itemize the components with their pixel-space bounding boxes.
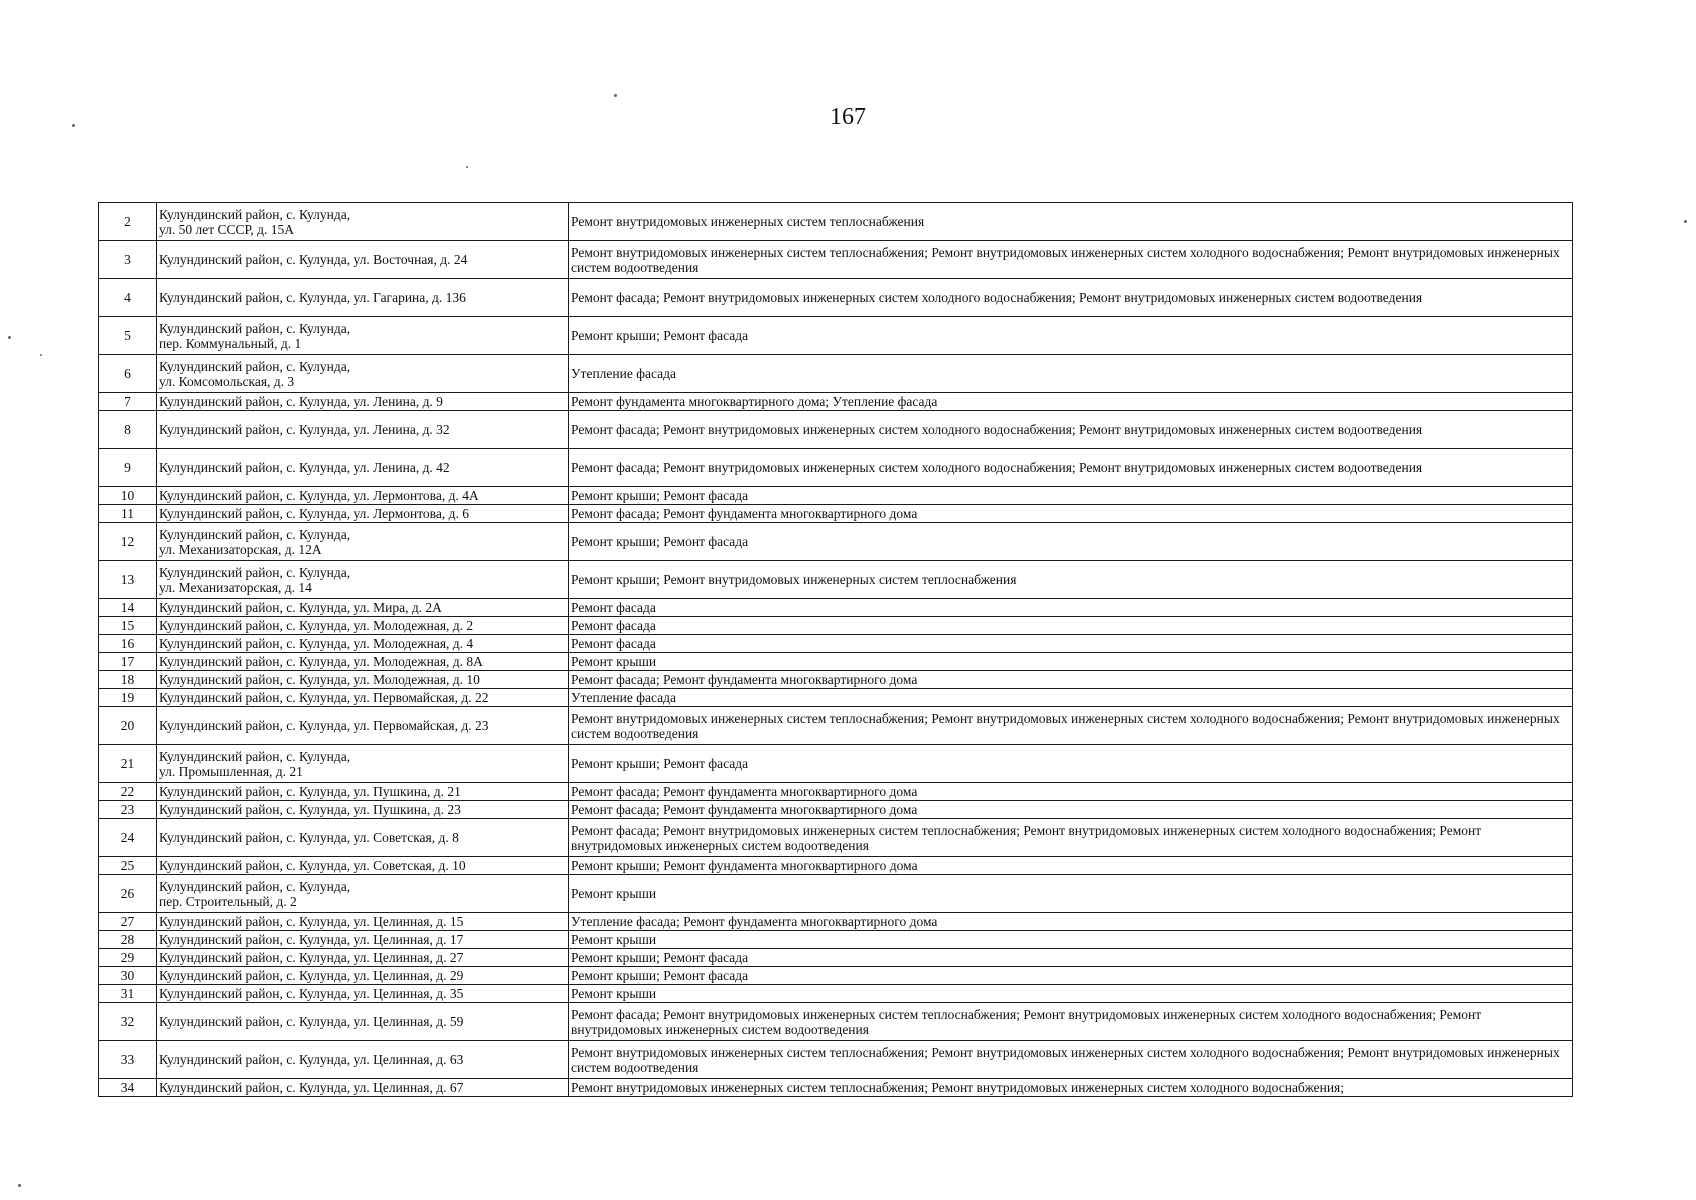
row-number-cell: 32 (99, 1003, 157, 1041)
table-row (99, 1041, 1573, 1079)
row-number-cell: 12 (99, 523, 157, 561)
row-number-cell: 34 (99, 1079, 157, 1097)
works-cell: Ремонт фасада; Ремонт внутридомовых инженерных систем холодного водоснабжения; Ремонт внутридомовых инженерных систем водоотведения (569, 411, 1573, 449)
address-cell: Кулундинский район, с. Кулунда, ул. Первомайская, д. 23 (157, 707, 569, 745)
address-cell: Кулундинский район, с. Кулунда, ул. Пушкина, д. 23 (157, 801, 569, 819)
row-number-cell: 6 (99, 355, 157, 393)
scan-speck (614, 94, 617, 97)
works-cell: Ремонт внутридомовых инженерных систем теплоснабжения; Ремонт внутридомовых инженерных систем холодного водоснабжения; (569, 1079, 1573, 1097)
table-row (99, 355, 1573, 393)
table-row (99, 745, 1573, 783)
row-number-cell: 28 (99, 931, 157, 949)
address-cell: Кулундинский район, с. Кулунда, ул. Механизаторская, д. 14 (157, 561, 569, 599)
works-cell: Ремонт фасада (569, 617, 1573, 635)
address-cell: Кулундинский район, с. Кулунда, ул. Восточная, д. 24 (157, 241, 569, 279)
row-number-cell: 3 (99, 241, 157, 279)
table-row (99, 393, 1573, 411)
address-cell: Кулундинский район, с. Кулунда, ул. Промышленная, д. 21 (157, 745, 569, 783)
row-number-cell: 5 (99, 317, 157, 355)
table-row (99, 411, 1573, 449)
table-row (99, 819, 1573, 857)
works-cell: Ремонт внутридомовых инженерных систем теплоснабжения; Ремонт внутридомовых инженерных систем холодного водоснабжения; Ремонт внутридомовых инженерных систем водоотведения (569, 707, 1573, 745)
row-number-cell: 24 (99, 819, 157, 857)
table-row (99, 653, 1573, 671)
address-cell: Кулундинский район, с. Кулунда, ул. Первомайская, д. 22 (157, 689, 569, 707)
row-number-cell: 19 (99, 689, 157, 707)
table-row (99, 523, 1573, 561)
works-cell: Ремонт крыши (569, 875, 1573, 913)
table-row (99, 561, 1573, 599)
address-cell: Кулундинский район, с. Кулунда, ул. Мира, д. 2А (157, 599, 569, 617)
works-cell: Ремонт фундамента многоквартирного дома; Утепление фасада (569, 393, 1573, 411)
row-number-cell: 10 (99, 487, 157, 505)
works-cell: Ремонт крыши; Ремонт фасада (569, 949, 1573, 967)
address-cell: Кулундинский район, с. Кулунда, пер. Коммунальный, д. 1 (157, 317, 569, 355)
row-number-cell: 30 (99, 967, 157, 985)
table-row (99, 617, 1573, 635)
works-cell: Утепление фасада (569, 355, 1573, 393)
works-cell: Ремонт фасада; Ремонт фундамента многоквартирного дома (569, 801, 1573, 819)
address-cell: Кулундинский район, с. Кулунда, ул. Советская, д. 8 (157, 819, 569, 857)
address-cell: Кулундинский район, с. Кулунда, ул. 50 лет СССР, д. 15А (157, 203, 569, 241)
row-number-cell: 8 (99, 411, 157, 449)
table-row (99, 875, 1573, 913)
works-cell: Ремонт внутридомовых инженерных систем теплоснабжения (569, 203, 1573, 241)
row-number-cell: 11 (99, 505, 157, 523)
works-cell: Ремонт крыши; Ремонт фасада (569, 967, 1573, 985)
table-row (99, 449, 1573, 487)
works-cell: Ремонт внутридомовых инженерных систем теплоснабжения; Ремонт внутридомовых инженерных систем холодного водоснабжения; Ремонт внутридомовых инженерных систем водоотведения (569, 241, 1573, 279)
address-cell: Кулундинский район, с. Кулунда, ул. Ленина, д. 32 (157, 411, 569, 449)
address-cell: Кулундинский район, с. Кулунда, ул. Целинная, д. 67 (157, 1079, 569, 1097)
row-number-cell: 20 (99, 707, 157, 745)
works-cell: Ремонт фасада (569, 635, 1573, 653)
table-row (99, 671, 1573, 689)
table-row (99, 1003, 1573, 1041)
works-cell: Ремонт крыши; Ремонт фундамента многоквартирного дома (569, 857, 1573, 875)
repair-registry-table (98, 202, 1573, 1097)
address-cell: Кулундинский район, с. Кулунда, ул. Целинная, д. 29 (157, 967, 569, 985)
table-row (99, 1079, 1573, 1097)
page-number: 167 (830, 104, 866, 130)
works-cell: Ремонт внутридомовых инженерных систем теплоснабжения; Ремонт внутридомовых инженерных систем холодного водоснабжения; Ремонт внутридомовых инженерных систем водоотведения (569, 1041, 1573, 1079)
works-cell: Ремонт крыши; Ремонт фасада (569, 317, 1573, 355)
address-cell: Кулундинский район, с. Кулунда, ул. Ленина, д. 42 (157, 449, 569, 487)
address-cell: Кулундинский район, с. Кулунда, ул. Лермонтова, д. 6 (157, 505, 569, 523)
address-cell: Кулундинский район, с. Кулунда, ул. Комсомольская, д. 3 (157, 355, 569, 393)
row-number-cell: 14 (99, 599, 157, 617)
works-cell: Ремонт фасада; Ремонт внутридомовых инженерных систем теплоснабжения; Ремонт внутридомовых инженерных систем холодного водоснабжения; Ремонт внутридомовых инженерных систем водоотведения (569, 819, 1573, 857)
address-cell: Кулундинский район, с. Кулунда, ул. Гагарина, д. 136 (157, 279, 569, 317)
row-number-cell: 22 (99, 783, 157, 801)
works-cell: Утепление фасада; Ремонт фундамента многоквартирного дома (569, 913, 1573, 931)
row-number-cell: 16 (99, 635, 157, 653)
table-row (99, 801, 1573, 819)
address-cell: Кулундинский район, с. Кулунда, ул. Целинная, д. 63 (157, 1041, 569, 1079)
address-cell: Кулундинский район, с. Кулунда, ул. Лермонтова, д. 4А (157, 487, 569, 505)
row-number-cell: 21 (99, 745, 157, 783)
table-row (99, 783, 1573, 801)
address-cell: Кулундинский район, с. Кулунда, ул. Целинная, д. 17 (157, 931, 569, 949)
table-row (99, 317, 1573, 355)
table-row (99, 949, 1573, 967)
table-row (99, 279, 1573, 317)
row-number-cell: 4 (99, 279, 157, 317)
row-number-cell: 31 (99, 985, 157, 1003)
works-cell: Утепление фасада (569, 689, 1573, 707)
scan-speck (40, 354, 42, 356)
table-row (99, 241, 1573, 279)
table-row (99, 913, 1573, 931)
address-cell: Кулундинский район, с. Кулунда, ул. Ленина, д. 9 (157, 393, 569, 411)
row-number-cell: 15 (99, 617, 157, 635)
works-cell: Ремонт крыши (569, 653, 1573, 671)
row-number-cell: 2 (99, 203, 157, 241)
address-cell: Кулундинский район, с. Кулунда, ул. Молодежная, д. 4 (157, 635, 569, 653)
works-cell: Ремонт крыши; Ремонт внутридомовых инженерных систем теплоснабжения (569, 561, 1573, 599)
table-row (99, 689, 1573, 707)
works-cell: Ремонт фасада; Ремонт фундамента многоквартирного дома (569, 671, 1573, 689)
address-cell: Кулундинский район, с. Кулунда, пер. Строительный, д. 2 (157, 875, 569, 913)
works-cell: Ремонт фасада; Ремонт внутридомовых инженерных систем теплоснабжения; Ремонт внутридомовых инженерных систем холодного водоснабжения; Ремонт внутридомовых инженерных систем водоотведения (569, 1003, 1573, 1041)
address-cell: Кулундинский район, с. Кулунда, ул. Советская, д. 10 (157, 857, 569, 875)
row-number-cell: 29 (99, 949, 157, 967)
works-cell: Ремонт фасада; Ремонт внутридомовых инженерных систем холодного водоснабжения; Ремонт внутридомовых инженерных систем водоотведения (569, 279, 1573, 317)
row-number-cell: 26 (99, 875, 157, 913)
row-number-cell: 23 (99, 801, 157, 819)
scan-speck (1684, 220, 1687, 223)
table-row (99, 599, 1573, 617)
address-cell: Кулундинский район, с. Кулунда, ул. Молодежная, д. 2 (157, 617, 569, 635)
row-number-cell: 27 (99, 913, 157, 931)
works-cell: Ремонт крыши; Ремонт фасада (569, 523, 1573, 561)
scan-speck (18, 1184, 21, 1187)
scan-speck (466, 166, 468, 168)
works-cell: Ремонт фасада (569, 599, 1573, 617)
table-row (99, 487, 1573, 505)
row-number-cell: 33 (99, 1041, 157, 1079)
address-cell: Кулундинский район, с. Кулунда, ул. Целинная, д. 15 (157, 913, 569, 931)
row-number-cell: 18 (99, 671, 157, 689)
table-row (99, 635, 1573, 653)
address-cell: Кулундинский район, с. Кулунда, ул. Молодежная, д. 8А (157, 653, 569, 671)
address-cell: Кулундинский район, с. Кулунда, ул. Целинная, д. 27 (157, 949, 569, 967)
works-cell: Ремонт фасада; Ремонт фундамента многоквартирного дома (569, 505, 1573, 523)
row-number-cell: 25 (99, 857, 157, 875)
table-row (99, 707, 1573, 745)
address-cell: Кулундинский район, с. Кулунда, ул. Целинная, д. 59 (157, 1003, 569, 1041)
works-cell: Ремонт крыши (569, 931, 1573, 949)
address-cell: Кулундинский район, с. Кулунда, ул. Молодежная, д. 10 (157, 671, 569, 689)
table-row (99, 985, 1573, 1003)
scan-speck (72, 124, 75, 127)
row-number-cell: 17 (99, 653, 157, 671)
works-cell: Ремонт крыши (569, 985, 1573, 1003)
works-cell: Ремонт фасада; Ремонт внутридомовых инженерных систем холодного водоснабжения; Ремонт внутридомовых инженерных систем водоотведения (569, 449, 1573, 487)
table-row (99, 505, 1573, 523)
row-number-cell: 7 (99, 393, 157, 411)
address-cell: Кулундинский район, с. Кулунда, ул. Целинная, д. 35 (157, 985, 569, 1003)
table-row (99, 203, 1573, 241)
works-cell: Ремонт крыши; Ремонт фасада (569, 745, 1573, 783)
table-row (99, 931, 1573, 949)
works-cell: Ремонт фасада; Ремонт фундамента многоквартирного дома (569, 783, 1573, 801)
row-number-cell: 9 (99, 449, 157, 487)
row-number-cell: 13 (99, 561, 157, 599)
scan-speck (8, 336, 11, 339)
table-row (99, 857, 1573, 875)
table-row (99, 967, 1573, 985)
works-cell: Ремонт крыши; Ремонт фасада (569, 487, 1573, 505)
registry-body (99, 203, 1573, 1097)
address-cell: Кулундинский район, с. Кулунда, ул. Пушкина, д. 21 (157, 783, 569, 801)
address-cell: Кулундинский район, с. Кулунда, ул. Механизаторская, д. 12А (157, 523, 569, 561)
